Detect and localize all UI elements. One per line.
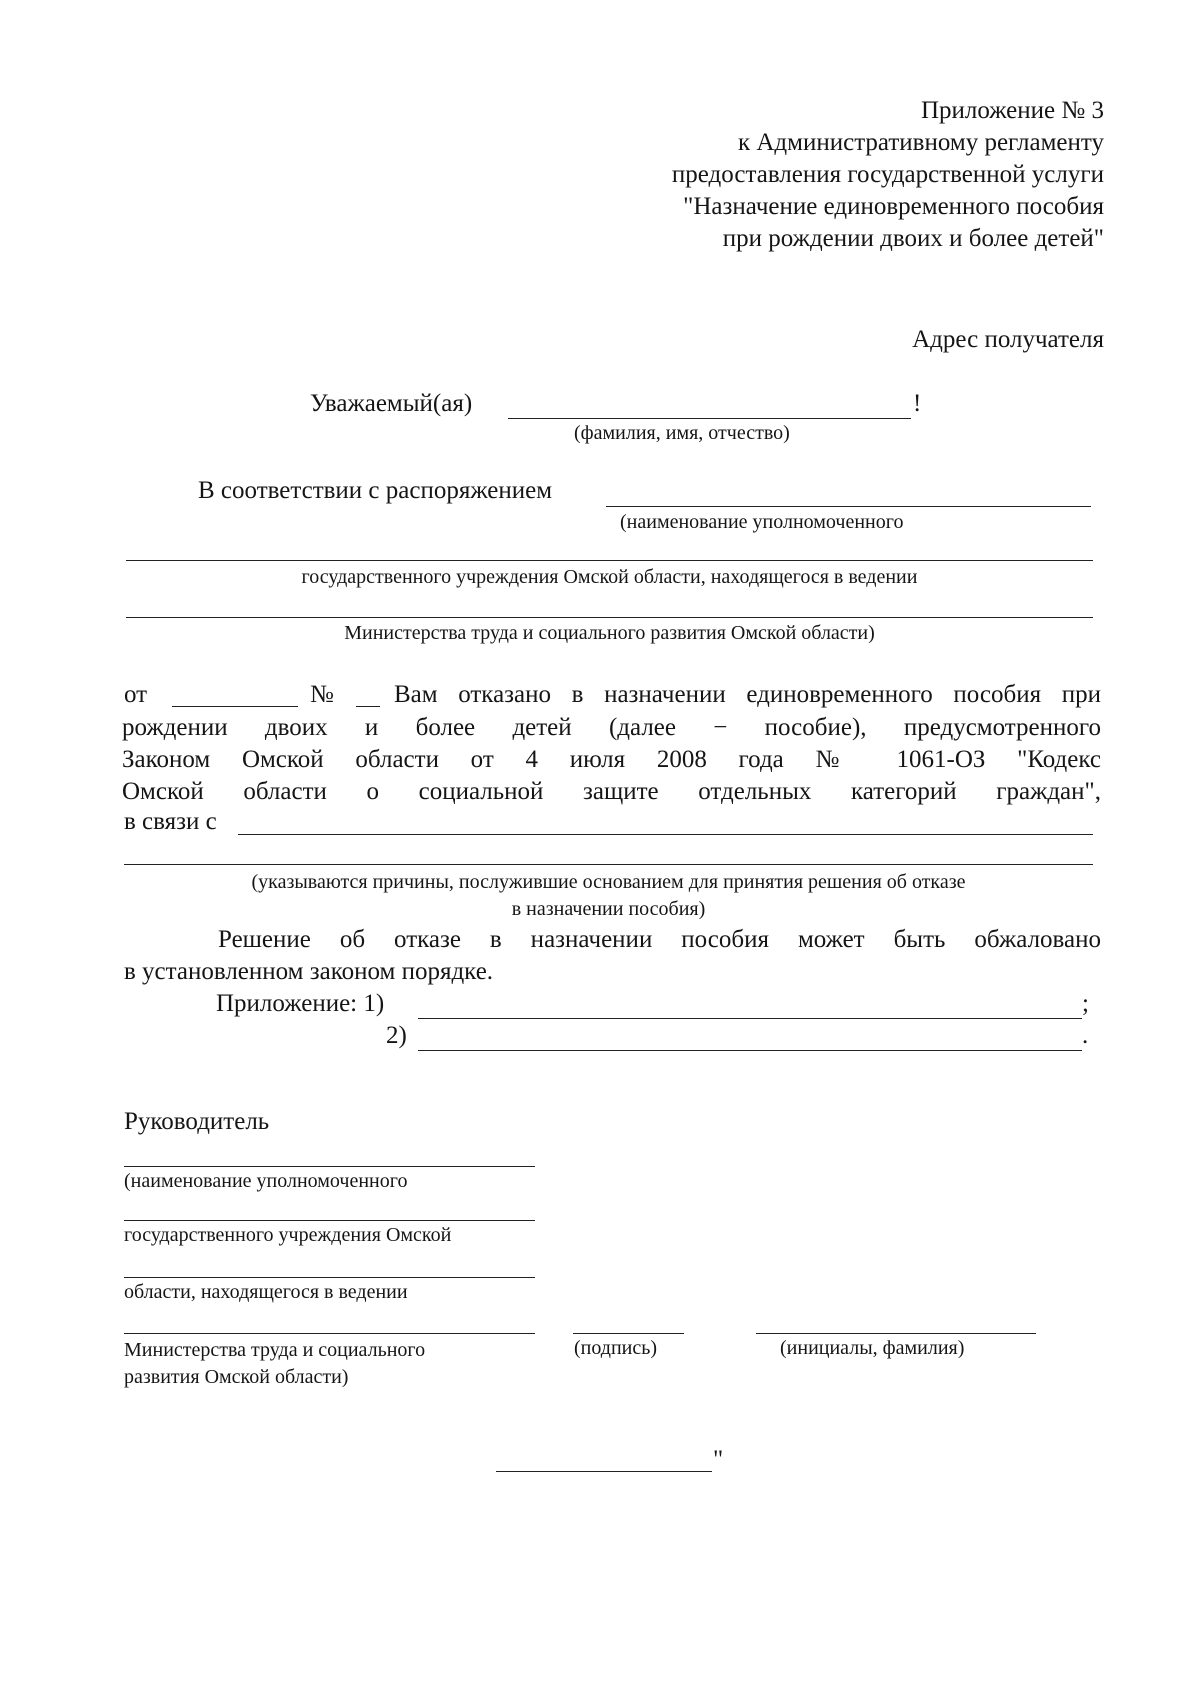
attachment-2-line (418, 1050, 1082, 1051)
reason-line-1 (238, 834, 1093, 835)
appendix-header (672, 95, 1104, 255)
order-caption-3: Министерства труда и социального развития Омской области) (344, 622, 875, 644)
signature-caption-3: области, находящегося в ведении (124, 1281, 408, 1303)
date-line (172, 706, 298, 707)
signature-caption-5: развития Омской области) (124, 1366, 349, 1388)
name-field-caption: (инициалы, фамилия) (780, 1337, 965, 1359)
appendix-line-5: при рождении двоих и более детей" (722, 225, 1104, 252)
appendix-line-3: предоставления государственной услуги (671, 161, 1104, 188)
signature-line-4 (124, 1333, 535, 1334)
body-line-4: Омской области о социальной защите отдельных категорий граждан", (122, 778, 1101, 805)
reason-label: в связи с (124, 808, 217, 835)
attachment-1-line (418, 1018, 1082, 1019)
signature-caption-4: Министерства труда и социального (124, 1339, 426, 1361)
signature-field-caption: (подпись) (574, 1337, 658, 1359)
attachment-2-end: . (1082, 1022, 1089, 1049)
order-caption-2: государственного учреждения Омской области, находящегося в ведении (301, 566, 918, 588)
number-line (356, 706, 380, 707)
order-line-1 (606, 506, 1091, 507)
signature-caption-2: государственного учреждения Омской (124, 1224, 452, 1246)
recipient-name-line (508, 418, 911, 419)
recipient-name-caption: (фамилия, имя, отчество) (574, 422, 790, 444)
appendix-line-4: "Назначение единовременного пособия (683, 193, 1104, 220)
order-label: В соответствии с распоряжением (198, 477, 553, 504)
body-line-2: рождении двоих и более детей (далее − пособие), предусмотренного (122, 714, 1101, 741)
signature-line-1 (124, 1166, 535, 1167)
appendix-number: Приложение № 3 (920, 97, 1104, 124)
reason-caption-1: (указываются причины, послужившие основанием для принятия решения об отказе (251, 871, 966, 893)
signature-caption-1: (наименование уполномоченного (124, 1170, 408, 1192)
greeting-label: Уважаемый(ая) (310, 390, 473, 417)
appeal-line-2: в установленном законом порядке. (124, 958, 494, 985)
signature-caption-4-block (124, 1337, 425, 1391)
appendix-line-2: к Административному регламенту (737, 129, 1104, 156)
order-line-2 (126, 560, 1093, 561)
closing-quote: " (713, 1446, 724, 1473)
reason-caption-2: в назначении пособия) (511, 898, 706, 920)
signature-head: Руководитель (124, 1108, 270, 1135)
signature-field-line (573, 1333, 684, 1334)
reason-caption (124, 869, 1093, 923)
body-line-3: Законом Омской области от 4 июля 2008 года № 1061-ОЗ "Кодекс (122, 746, 1101, 773)
recipient-address-label: Адрес получателя (912, 326, 1104, 353)
date-label: от (124, 681, 148, 708)
greeting-exclamation: ! (913, 390, 922, 417)
order-caption-1: (наименование уполномоченного (620, 511, 904, 533)
order-line-3 (126, 617, 1093, 618)
signature-line-2 (124, 1220, 535, 1221)
number-label: № (310, 681, 334, 708)
reason-line-2 (124, 864, 1093, 865)
closing-line (496, 1471, 712, 1472)
attachments-label: Приложение: 1) (216, 990, 385, 1017)
attachment-1-end: ; (1082, 990, 1089, 1017)
refusal-text: Вам отказано в назначении единовременного пособия при (394, 681, 1101, 708)
signature-line-3 (124, 1277, 535, 1278)
appeal-line-1: Решение об отказе в назначении пособия может быть обжаловано (218, 926, 1101, 953)
attachment-2-label: 2) (386, 1022, 407, 1049)
name-field-line (756, 1333, 1036, 1334)
